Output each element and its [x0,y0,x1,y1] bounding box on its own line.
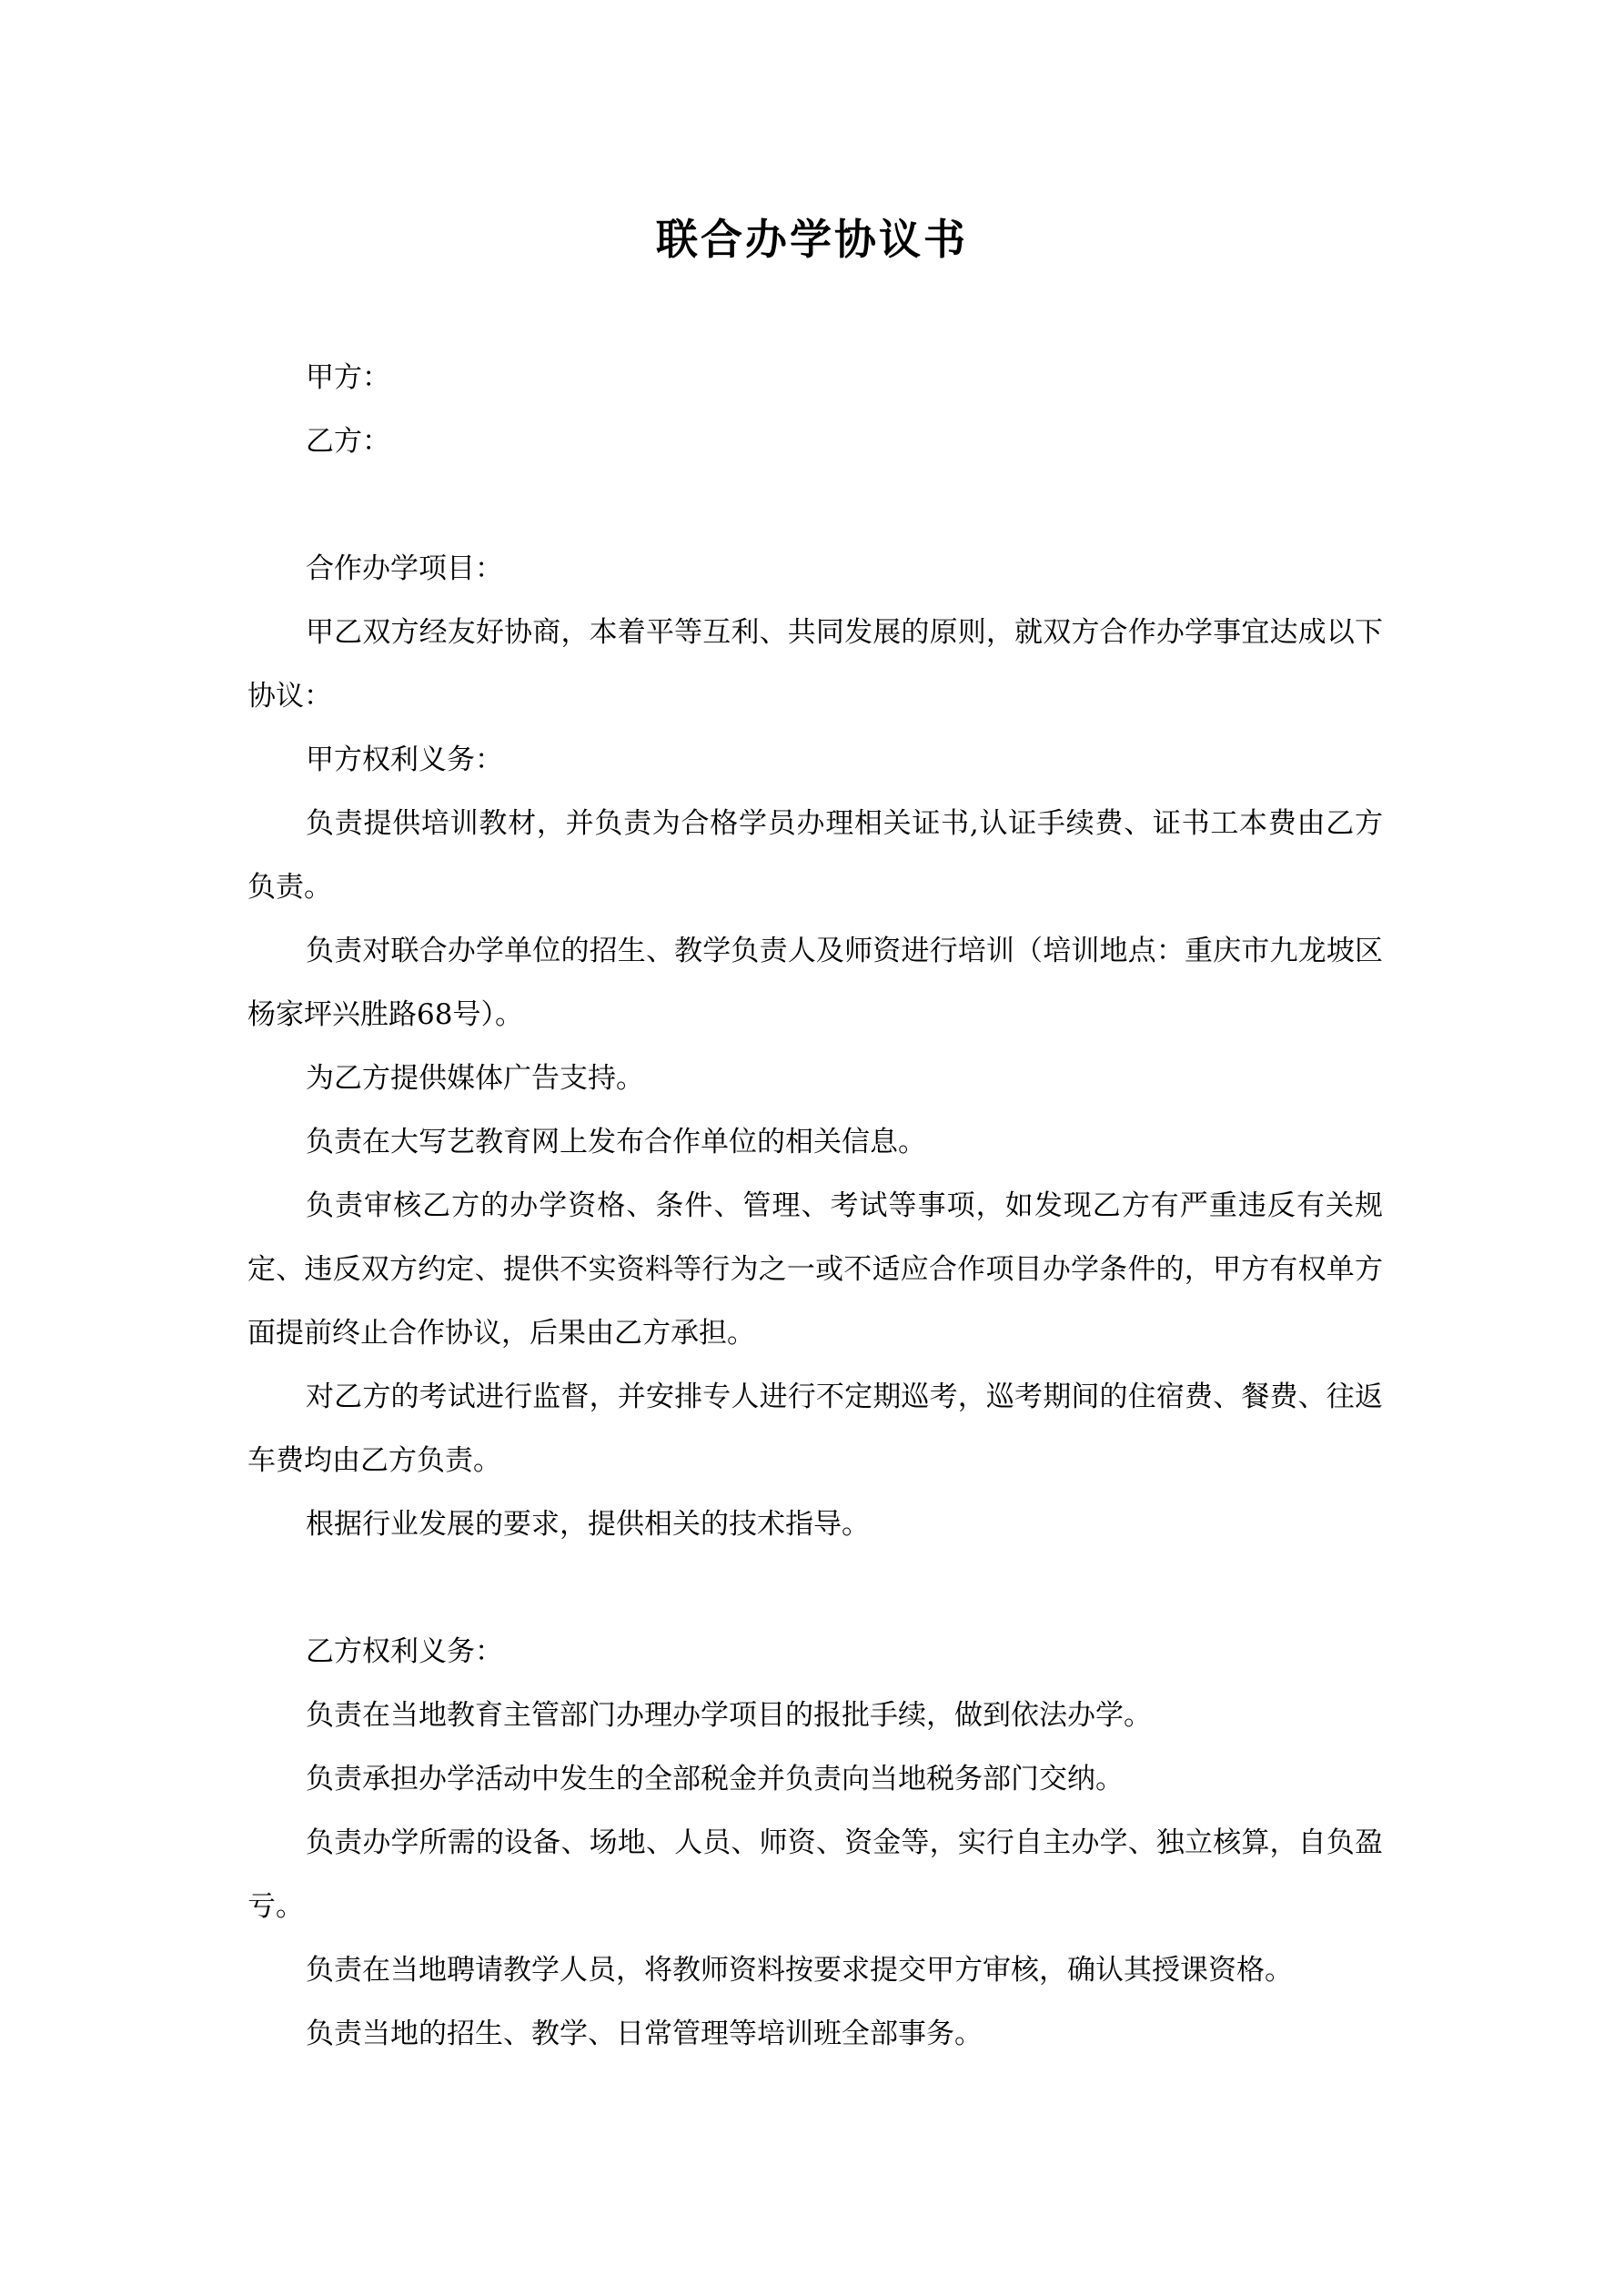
party-a-section-heading: 甲方权利义务： [306,743,503,776]
party-a-label: 甲方： [306,361,390,394]
spacer [247,473,1383,537]
party-a-item: 对乙方的考试进行监督，并安排专人进行不定期巡考，巡考期间的住宿费、餐费、往返车费均由乙方负责。 [247,1381,1383,1477]
party-a-item: 为乙方提供媒体广告支持。 [306,1062,644,1095]
intro-paragraph: 甲乙双方经友好协商，本着平等互利、共同发展的原则，就双方合作办学事宜达成以下协议： [247,616,1383,713]
spacer [247,1556,1383,1620]
document-body [247,346,1383,2066]
party-b-item: 负责在当地聘请教学人员，将教师资料按要求提交甲方审核，确认其授课资格。 [306,1954,1293,1987]
party-b-item: 负责承担办学活动中发生的全部税金并负责向当地税务部门交纳。 [306,1763,1124,1795]
document-title: 联合办学协议书 [656,215,968,264]
party-b-section-heading: 乙方权利义务： [306,1635,503,1668]
party-a-item: 负责审核乙方的办学资格、条件、管理、考试等事项，如发现乙方有严重违反有关规定、违反双方约定、提供不实资料等行为之一或不适应合作项目办学条件的，甲方有权单方面提前终止合作协议，后果由乙方承担。 [247,1189,1383,1350]
party-b-item: 负责在当地教育主管部门办理办学项目的报批手续，做到依法办学。 [306,1699,1152,1732]
party-b-item: 负责当地的招生、教学、日常管理等培训班全部事务。 [306,2018,983,2050]
project-label: 合作办学项目： [306,552,503,585]
party-b-label: 乙方： [306,425,390,458]
party-a-item: 根据行业发展的要求，提供相关的技术指导。 [306,1508,870,1541]
party-a-item: 负责提供培训教材，并负责为合格学员办理相关证书,认证手续费、证书工本费由乙方负责。 [247,807,1383,904]
party-b-item: 负责办学所需的设备、场地、人员、师资、资金等，实行自主办学、独立核算，自负盈亏。 [247,1826,1383,1923]
party-a-item: 负责在大写艺教育网上发布合作单位的相关信息。 [306,1126,926,1158]
party-a-item: 负责对联合办学单位的招生、教学负责人及师资进行培训（培训地点：重庆市九龙坡区杨家坪兴胜路68号）。 [247,935,1383,1031]
